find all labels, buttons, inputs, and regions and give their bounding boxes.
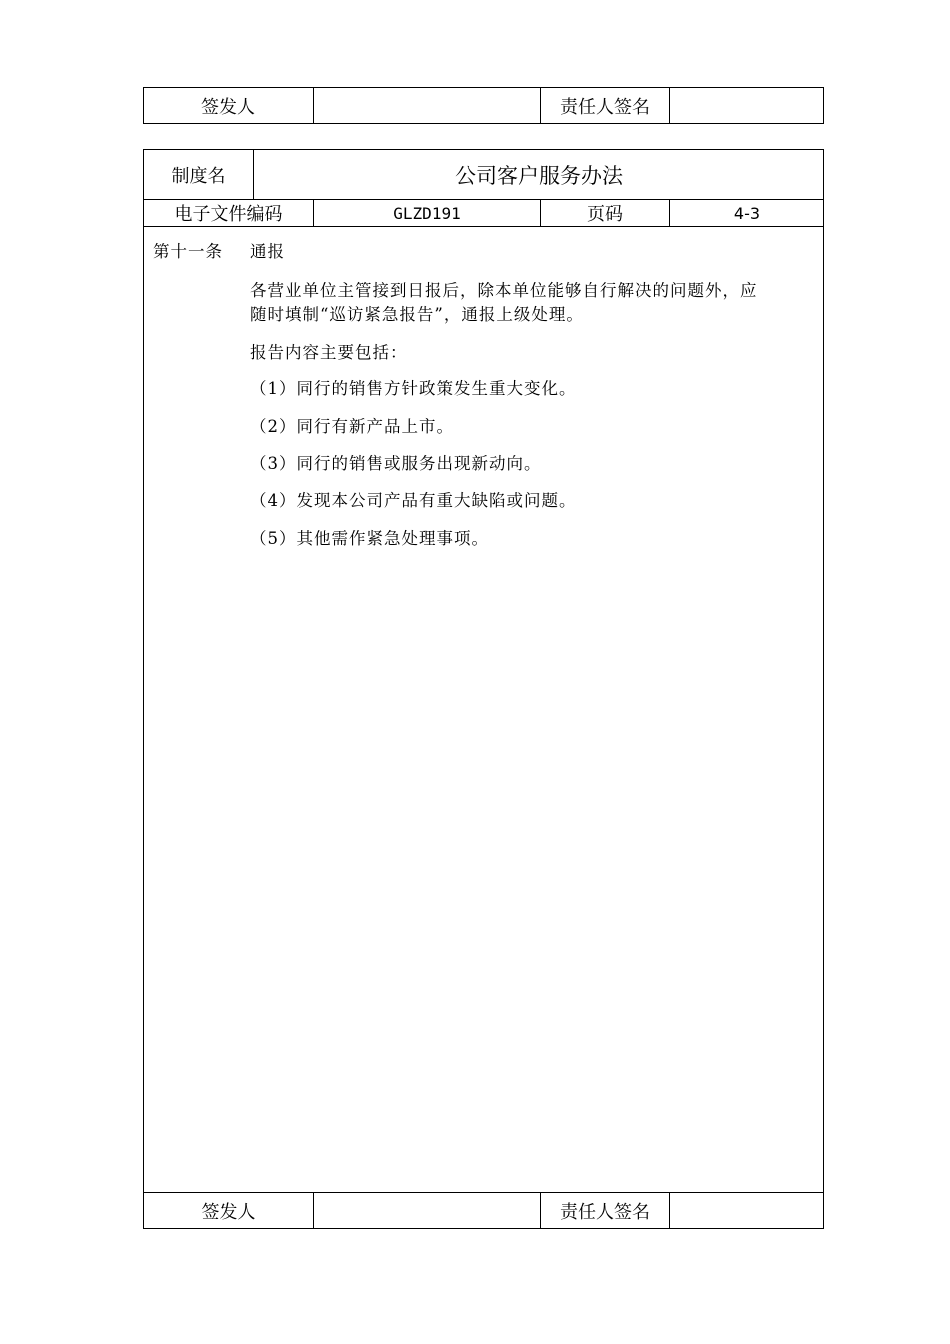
top-issuer-field[interactable] (314, 88, 540, 124)
list-item: （3）同行的销售或服务出现新动向。 (250, 454, 542, 473)
top-responsible-label: 责任人签名 (560, 97, 650, 118)
policy-title: 公司客户服务办法 (455, 163, 623, 188)
paragraph-line: 各营业单位主管接到日报后，除本单位能够自行解决的问题外，应 (250, 281, 758, 300)
top-responsible-field[interactable] (670, 88, 824, 124)
list-item: （4）发现本公司产品有重大缺陷或问题。 (250, 491, 577, 510)
article-title: 通报 (250, 242, 285, 261)
list-intro: 报告内容主要包括： (250, 343, 408, 362)
bottom-issuer-label: 签发人 (201, 1202, 256, 1223)
page-label: 页码 (587, 204, 623, 225)
top-issuer-label: 签发人 (201, 97, 255, 118)
file-code-value: GLZD191 (393, 203, 461, 223)
divider (143, 226, 824, 227)
list-item: （2）同行有新产品上市。 (250, 417, 454, 436)
page-value: 4-3 (733, 203, 761, 223)
policy-name-label: 制度名 (171, 165, 226, 187)
file-code-label: 电子文件编码 (174, 204, 283, 225)
list-item: （1）同行的销售方针政策发生重大变化。 (250, 379, 577, 398)
bottom-issuer-field[interactable] (314, 1193, 540, 1229)
bottom-responsible-field[interactable] (670, 1193, 824, 1229)
article-number: 第十一条 (153, 242, 223, 261)
list-item: （5）其他需作紧急处理事项。 (250, 529, 489, 548)
bottom-responsible-label: 责任人签名 (560, 1202, 650, 1223)
paragraph-line: 随时填制“巡访紧急报告”，通报上级处理。 (250, 305, 584, 324)
